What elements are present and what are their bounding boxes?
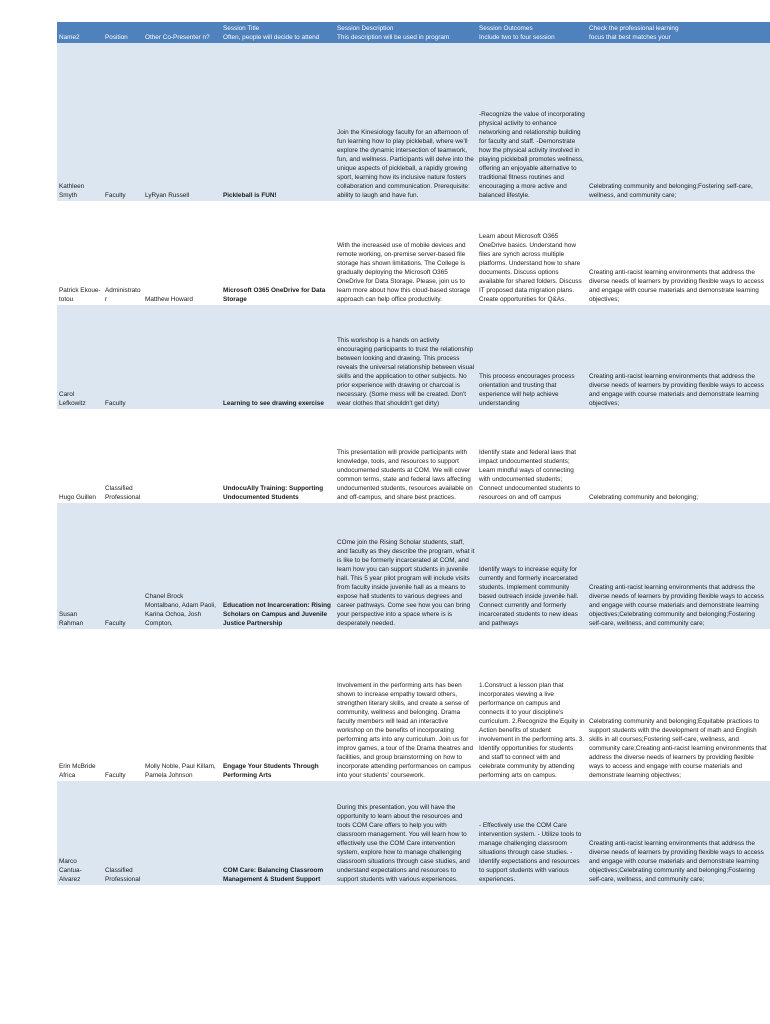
cell-name[interactable]: Carol Lefkowitz — [57, 305, 103, 409]
cell-session-description[interactable]: Join the Kinesiology faculty for an afternoon of fun learning how to play pickleball, where we'll explore the dynamic intersection of teamwork, fun, and wellness. Participants will delve into the unique aspects of pickleball, a rapidly growing sport, learning how its inclusive nature fosters collaboration and communication. Prerequisite: ability to laugh and have fun. — [335, 43, 477, 201]
cell-session-outcomes[interactable]: Identify ways to increase equity for currently and formerly incarcerated students. Implement community based outreach inside juvenile hall. Connect currently and formerly incarcerated students to new ideas and pathways — [477, 503, 587, 629]
header-session-description[interactable]: Session Description This description will be used in program — [335, 22, 477, 43]
cell-position[interactable]: Classified Professional — [103, 781, 143, 885]
cell-session-title[interactable]: COM Care: Balancing Classroom Management & Student Support — [221, 781, 335, 885]
cell-name[interactable]: Hugo Guillen — [57, 409, 103, 503]
cell-session-title[interactable]: Pickleball is FUN! — [221, 43, 335, 201]
cell-session-description[interactable]: During this presentation, you will have the opportunity to learn about the resources and tools COM Care offers to help you with classroom management. You will learn how to effectively use the COM Care intervention system, explore how to manage challenging classroom situations through case studies, and understand expectations and resources to support students with various experiences. — [335, 781, 477, 885]
cell-copresenter[interactable] — [143, 305, 221, 409]
cell-session-outcomes[interactable]: This process encourages process orientation and trusting that experience will help achieve understanding — [477, 305, 587, 409]
spreadsheet — [57, 22, 770, 885]
table-row — [57, 629, 770, 781]
cell-session-outcomes[interactable]: 1.Construct a lesson plan that incorporates viewing a live performance on campus and connects it to your discipline's curriculum. 2.Recognize the Equity in Action benefits of student involvement in the performing arts. 3. Identify opportunities for students and staff to connect with and celebrate community by attending performing arts on campus. — [477, 629, 587, 781]
cell-session-outcomes[interactable]: -Recognize the value of incorporating physical activity to enhance networking and relationship building for faculty and staff. -Demonstrate how the physical activity involved in playing pickleball promotes wellness, offering an enjoyable alternative to traditional fitness routines and encouraging a more active and balanced lifestyle. — [477, 43, 587, 201]
cell-copresenter[interactable]: Molly Noble, Paul Killam, Pamela Johnson — [143, 629, 221, 781]
cell-position[interactable]: Faculty — [103, 629, 143, 781]
cell-learning-focus[interactable]: Creating anti-racist learning environments that address the diverse needs of learners by providing flexible ways to access and engage with course materials and demonstrate learning objectives;Celebrating community and belonging;Fostering self-care, wellness, and community care; — [587, 781, 770, 885]
table-row — [57, 305, 770, 409]
cell-name[interactable]: Kathleen Smyth — [57, 43, 103, 201]
cell-session-title[interactable]: Learning to see drawing exercise — [221, 305, 335, 409]
cell-position[interactable]: Classified Professional — [103, 409, 143, 503]
cell-position[interactable]: Faculty — [103, 503, 143, 629]
table-row — [57, 43, 770, 201]
cell-name[interactable]: Patrick Ekoue-totou — [57, 201, 103, 305]
cell-session-outcomes[interactable]: - Effectively use the COM Care intervention system. - Utilize tools to manage challenging classroom situations through case studies. - Identify expectations and resources to support students with various experiences. — [477, 781, 587, 885]
header-copresenter[interactable]: Other Co-Presenter n? — [143, 22, 221, 43]
cell-name[interactable]: Marco Cantua-Alvarez — [57, 781, 103, 885]
header-session-title[interactable]: Session Title Often, people will decide to attend — [221, 22, 335, 43]
cell-session-outcomes[interactable]: Learn about Microsoft O365 OneDrive basics. Understand how files are synch across multiple platforms. Understand how to share documents. Discuss options available for shared folders. Discuss IT proposed data migration plans. Create opportunities for Q&As. — [477, 201, 587, 305]
cell-session-outcomes[interactable]: Identify state and federal laws that impact undocumented students; Learn mindful ways of connecting with undocumented students; Connect undocumented students to resources on and off campus — [477, 409, 587, 503]
table-row — [57, 409, 770, 503]
cell-learning-focus[interactable]: Creating anti-racist learning environments that address the diverse needs of learners by providing flexible ways to access and engage with course materials and demonstrate learning objectives; — [587, 305, 770, 409]
cell-name[interactable]: Susan Rahman — [57, 503, 103, 629]
cell-learning-focus[interactable]: Celebrating community and belonging;Fostering self-care, wellness, and community care; — [587, 43, 770, 201]
header-session-outcomes[interactable]: Session Outcomes Include two to four session — [477, 22, 587, 43]
cell-session-description[interactable]: Involvement in the performing arts has been shown to increase empathy toward others, strengthen literary skills, and create a sense of community, wellness and belonging. Drama faculty members will lead an interactive workshop on the benefits of incorporating performing arts into any curriculum. Join us for improv games, a tour of the Drama theatres and facilities, and group brainstorming on how to incorporate attending performances on campus into your students' coursework. — [335, 629, 477, 781]
cell-learning-focus[interactable]: Celebrating community and belonging;Equitable practices to support students with the development of math and English skills in all courses;Fostering self-care, wellness, and community care;Creating anti-racist learning environments that address the diverse needs of learners by providing flexible ways to access and engage with course materials and demonstrate learning objectives; — [587, 629, 770, 781]
cell-session-title[interactable]: Engage Your Students Through Performing Arts — [221, 629, 335, 781]
cell-name[interactable]: Erin McBride Africa — [57, 629, 103, 781]
cell-copresenter[interactable] — [143, 409, 221, 503]
cell-session-title[interactable]: Education not Incarceration: Rising Scholars on Campus and Juvenile Justice Partnership — [221, 503, 335, 629]
sessions-table — [57, 22, 770, 885]
cell-learning-focus[interactable]: Creating anti-racist learning environments that address the diverse needs of learners by providing flexible ways to access and engage with course materials and demonstrate learning objectives; — [587, 201, 770, 305]
table-row — [57, 781, 770, 885]
cell-copresenter[interactable] — [143, 781, 221, 885]
header-position[interactable]: Position — [103, 22, 143, 43]
cell-session-description[interactable]: COme join the Rising Scholar students, staff, and faculty as they describe the program, what it is like to be formerly incarcerated at COM, and learn how you can support students in juvenile hall. This 5 year pilot program will include visits from faculty inside juvenile hall as a means to expose hall students to various degrees and career pathways. Come see how you can bring your perspective into a space where is is desperately needed. — [335, 503, 477, 629]
cell-session-title[interactable]: Microsoft O365 OneDrive for Data Storage — [221, 201, 335, 305]
header-learning-focus[interactable]: Check the professional learning focus that best matches your — [587, 22, 770, 43]
header-row — [57, 22, 770, 43]
cell-session-title[interactable]: UndocuAlly Training: Supporting Undocumented Students — [221, 409, 335, 503]
cell-copresenter[interactable]: LyRyan Russell — [143, 43, 221, 201]
cell-position[interactable]: Administrator — [103, 201, 143, 305]
cell-copresenter[interactable]: Matthew Howard — [143, 201, 221, 305]
cell-session-description[interactable]: This workshop is a hands on activity encouraging participants to trust the relationship between looking and drawing. This process reveals the universal relationship between visual skills and the application to other subjects. No prior experience with drawing or charcoal is necessary. (Some mess will be created. Don't wear clothes that shouldn't get dirty) — [335, 305, 477, 409]
cell-copresenter[interactable]: Chanel Brock Montalbano, Adam Paoli, Karina Ochoa, Josh Compton, — [143, 503, 221, 629]
table-row — [57, 201, 770, 305]
table-row — [57, 503, 770, 629]
cell-position[interactable]: Faculty — [103, 305, 143, 409]
cell-session-description[interactable]: This presentation will provide participants with knowledge, tools, and resources to support undocumented students at COM. We will cover common terms, state and federal laws affecting undocumented students, resources available on and off-campus, and share best practices. — [335, 409, 477, 503]
cell-session-description[interactable]: With the increased use of mobile devices and remote working, on-premise server-based file storage has shown limitations. The College is gradually deploying the Microsoft O365 OneDrive for Data Storage. Please, join us to learn more about how this cloud-based storage approach can help office productivity. — [335, 201, 477, 305]
cell-learning-focus[interactable]: Creating anti-racist learning environments that address the diverse needs of learners by providing flexible ways to access and engage with course materials and demonstrate learning objectives;Celebrating community and belonging;Fostering self-care, wellness, and community care; — [587, 503, 770, 629]
cell-position[interactable]: Faculty — [103, 43, 143, 201]
cell-learning-focus[interactable]: Celebrating community and belonging; — [587, 409, 770, 503]
header-name[interactable]: Name2 — [57, 22, 103, 43]
